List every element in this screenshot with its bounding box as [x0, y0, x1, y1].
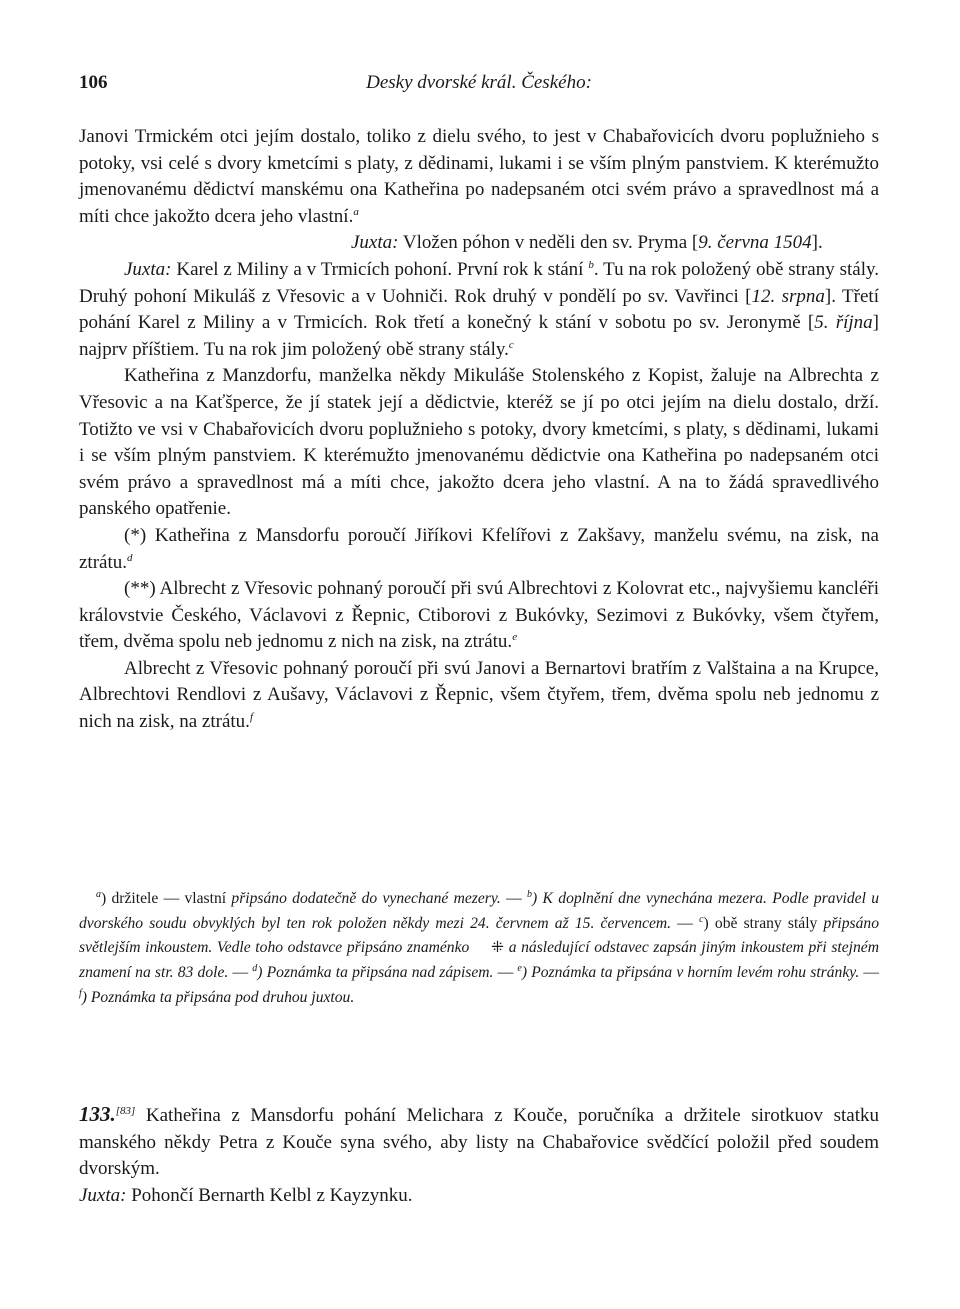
- footnote-mark: c: [508, 338, 514, 351]
- page-number: 106: [79, 72, 108, 93]
- juxta-text: . Tu na rok položený obě strany stály. Druhý pohoní Mikuláš z Vřesovic a v Uohniči. Rok druhý v pondělí po sv. Vavřinci [: [79, 258, 879, 307]
- entry-page-ref: [83]: [115, 1105, 136, 1117]
- footnote-text: ) K doplnění dne vynechána mezera. Podle pravidel u dvorského soudu obvyklých byl ten rok položen někdy mezi 24. červnem až 15. červencem.: [79, 890, 880, 932]
- juxta-text-end: ].: [811, 232, 823, 254]
- entry-133: [79, 1101, 879, 1209]
- juxta-date: 12. srpna: [751, 285, 825, 307]
- juxta-text: Karel z Miliny a v Trmicích pohoní. První rok k stání: [171, 258, 589, 280]
- juxta-label: Juxta:: [79, 1184, 127, 1206]
- footnote-text: a následující odstavec zapsán jiným inkoustem při stejném znamení na str. 83 dole.: [79, 939, 879, 982]
- paragraph-text: (*) Katheřina z Mansdorfu poroučí Jiříkovi Kfelířovi z Zakšavy, manželu svému, na zisk, na ztrátu.: [79, 524, 879, 573]
- footnote-text: ) Poznámka ta připsána v horním levém rohu stránky.: [521, 964, 860, 982]
- footnote-separator: —: [493, 964, 518, 982]
- footnote-mark: a: [353, 205, 359, 218]
- paragraph-text: Janovi Trmickém otci jejím dostalo, toliko z dielu svého, to jest v Chabařovicích dvoru poplužnieho s potoky, vsi celé s dvory kmetcími s platy, z dědinami, lukami i se vším plným panstviem. K kterémužto jmenovanému dědictví manskému ona Katheřina po nadepsaném otci svém právo a spravedlnost má a míti chce jakožto dcera jeho vlastní.: [79, 126, 879, 227]
- footnote-text: ) Poznámka ta připsána nad zápisem.: [257, 964, 494, 982]
- juxta-label: Juxta:: [124, 258, 172, 280]
- paragraph-text: Albrecht z Vřesovic pohnaný poroučí při svú Janovi a Bernartovi bratřím z Valštaina a na Krupce, Albrechtovi Rendlovi z Aušavy, Václavovi z Řepnic, všem čtyřem, třem, dvěma spolu neb jednomu z nich na zisk, na ztrátu.: [79, 657, 879, 733]
- footnote-text: připsáno světlejším inkoustem. Vedle toho odstavce připsáno znaménko: [79, 914, 880, 957]
- juxta-date: 9. června 1504: [698, 232, 812, 254]
- footnote-label: f: [79, 987, 82, 999]
- footnote-label: d: [252, 963, 258, 975]
- juxta-text: Pohončí Bernarth Kelbl z Kayzynku.: [126, 1184, 413, 1206]
- cross-mark-icon: ⁜: [490, 939, 505, 957]
- entry-text: Katheřina z Mansdorfu pohání Melichara z Kouče, poručníka a držitele sirotkuov statku manského někdy Petra z Kouče syna svého, aby listy na Chabařovice svědčící položil před soudem dvorským.: [79, 1105, 879, 1180]
- running-title: Desky dvorské král. Českého:: [366, 72, 592, 93]
- paragraph-text: Katheřina z Manzdorfu, manželka někdy Mikuláše Stolenského z Kopist, žaluje na Albrechta z Vřesovic a na Kaťšperce, že jí statek její a dědictvie, kteréž se jí po otci jejím na dielu dostalo, drží. Totižto ve vsi v Chabařovicích dvoru poplužnieho s potoky, dvory kmetcími, s platy, s dědinami, lukami i se vším plným panstviem. K kterémužto jmenovanému dědictvie ona Katheřina po nadepsaném otci svém právo a spravedlnost má a míti chce, jakožto dcera jeho vlastní. A na to žádá spravedlivého panského opatřenie.: [79, 365, 879, 520]
- paragraph: [79, 576, 879, 656]
- paragraph-text: (**) Albrecht z Vřesovic pohnaný poroučí při svú Albrechtovi z Kolovrat etc., najvyšiemu kancléři královstvie Českého, Václavovi z Řepnic, Ctiborovi z Bukóvky, Sezimovi z Bukóvky, všem čtyřem, třem, dvěma spolu neb jednomu z nich na zisk, na ztrátu.: [79, 578, 879, 653]
- footnote-mark: b: [588, 258, 594, 271]
- footnote-mark: e: [512, 631, 518, 644]
- juxta-text: ]. Třetí pohání Karel z Miliny a v Trmicích. Rok třetí a konečný k stání v sobotu po sv. Jeronymě [: [79, 285, 879, 334]
- footnote-separator: —: [859, 964, 879, 982]
- paragraph: [79, 363, 879, 523]
- main-text: [79, 124, 879, 736]
- footnote-text: připsáno dodatečně do vynechané mezery.: [231, 890, 501, 907]
- juxta-date: 5. října: [814, 312, 873, 334]
- juxta-text: ] najprv příštiem. Tu na rok jim položený obě strany stály.: [79, 312, 879, 360]
- footnote-label: a: [96, 889, 101, 900]
- footnote-separator: —: [228, 964, 253, 982]
- footnote-block: [79, 887, 879, 1011]
- juxta-note: [79, 230, 879, 257]
- footnotes: [79, 887, 879, 1011]
- paragraph: [79, 523, 879, 576]
- footnote-label: c: [699, 913, 704, 925]
- page-header: [79, 72, 879, 102]
- entry-number: 133.: [79, 1102, 116, 1126]
- footnote-text: ) držitele — vlastní: [101, 890, 232, 907]
- juxta-label: Juxta:: [351, 232, 399, 254]
- footnote-mark: f: [249, 711, 253, 724]
- footnote-text: ) Poznámka ta připsána pod druhou juxtou.: [81, 988, 355, 1006]
- footnote-separator: —: [671, 914, 700, 932]
- entry-paragraph: [79, 1101, 879, 1183]
- paragraph: [79, 656, 879, 736]
- footnote-label: b: [527, 889, 533, 900]
- footnote-text: ) obě strany stály: [703, 914, 824, 932]
- footnote-label: e: [517, 963, 522, 975]
- juxta-text: Vložen póhon v neděli den sv. Pryma [: [398, 232, 699, 254]
- paragraph-continuation: [79, 124, 879, 230]
- footnote-mark: d: [127, 551, 133, 564]
- juxta-note: [79, 1183, 879, 1210]
- juxta-note: [79, 257, 879, 363]
- footnote-separator: —: [500, 890, 528, 907]
